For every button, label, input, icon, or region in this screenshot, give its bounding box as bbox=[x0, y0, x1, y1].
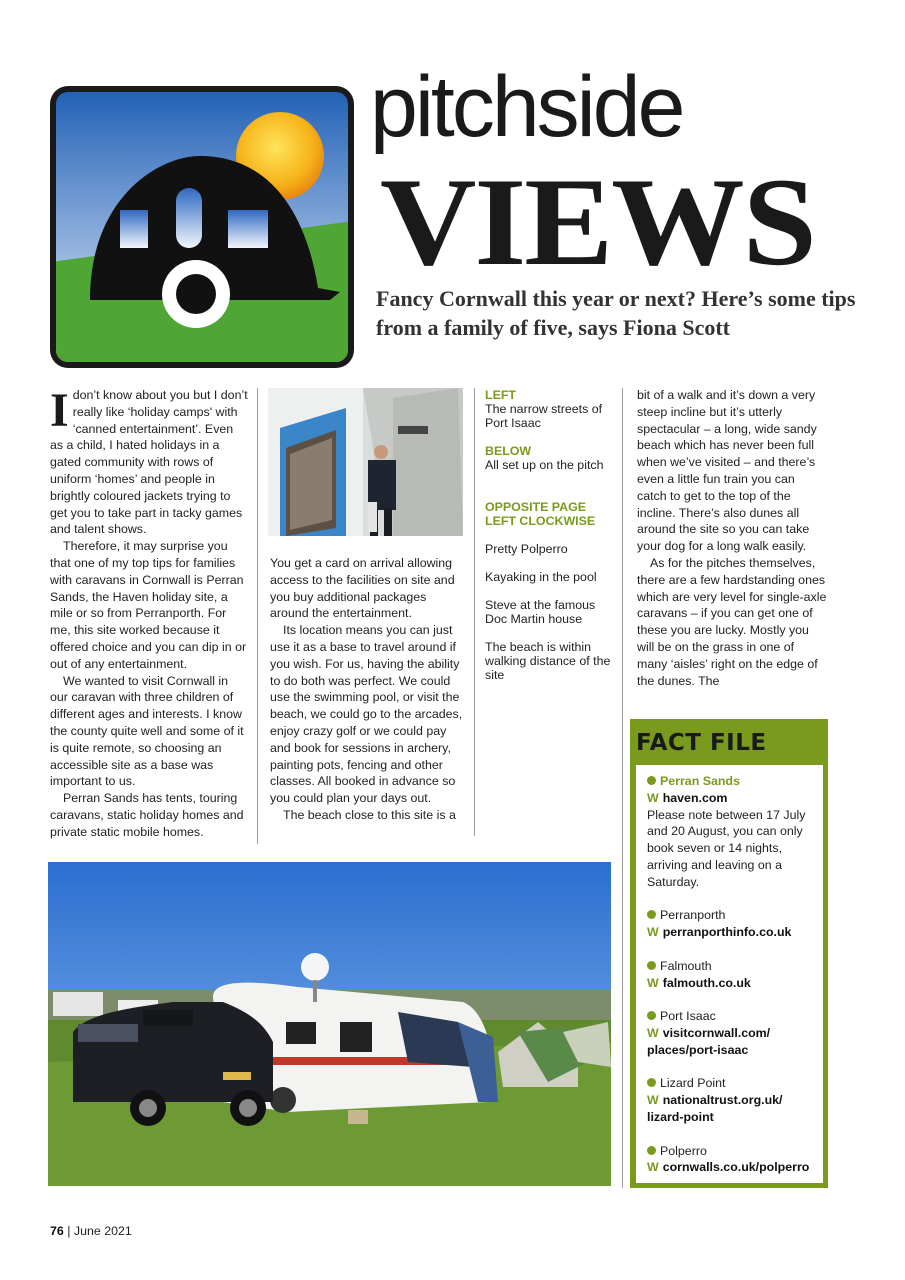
fact-entry-note: Please note between 17 July and 20 August, you can only book seven or 14 nights, arriving and leaving on a Saturday. bbox=[647, 807, 806, 889]
web-label: W bbox=[647, 790, 659, 805]
bullet-dot-icon bbox=[647, 910, 656, 919]
paragraph: Perran Sands has tents, touring caravans, static holiday homes and private static mobile homes. bbox=[50, 791, 244, 839]
paragraph: bit of a walk and it’s down a very steep incline but it’s utterly spectacular – a long, wide sandy beach which has never been full when we’ve visited – and there’s even a little fun train you can catch to get to the top of the incline. There’s also dunes all around the site so you can take your dog for a long walk easily. bbox=[637, 388, 817, 554]
fact-file-list bbox=[647, 773, 819, 1193]
paragraph: The beach close to this site is a bbox=[283, 807, 456, 822]
article-column-2 bbox=[270, 555, 463, 824]
headline-kicker: pitchside bbox=[370, 59, 683, 155]
drop-cap: I bbox=[50, 384, 69, 437]
paragraph: don’t know about you but I don’t really like ‘holiday camps' with ‘canned entertainment’. Even as a child, I hated holidays in a gated community with rows of uniform ‘homes’ and people in brightly coloured jackets trying to get you to take part in tacky games and talent shows. bbox=[50, 388, 248, 537]
fact-entry bbox=[647, 958, 819, 992]
web-label: W bbox=[647, 975, 659, 990]
page-folio bbox=[50, 1224, 132, 1238]
pitchside-logo bbox=[50, 86, 354, 368]
caption-text: The beach is within walking distance of the site bbox=[485, 640, 611, 682]
fact-entry-url[interactable]: nationaltrust.org.uk/ lizard-point bbox=[647, 1093, 783, 1124]
web-label: W bbox=[647, 1160, 659, 1175]
fact-entry-name: Perranporth bbox=[660, 908, 726, 923]
fact-entry-name: Perran Sands bbox=[660, 774, 740, 788]
caption-text: Kayaking in the pool bbox=[485, 570, 597, 584]
campsite-photo bbox=[48, 862, 611, 1186]
fact-entry-name: Lizard Point bbox=[660, 1076, 726, 1091]
caravan-logo-icon bbox=[50, 86, 354, 368]
headline: VIEWS bbox=[380, 153, 815, 292]
caption-text: Pretty Polperro bbox=[485, 542, 568, 556]
column-rule bbox=[622, 388, 623, 1188]
street-photo-icon bbox=[268, 388, 463, 536]
paragraph: As for the pitches themselves, there are a few hardstanding ones which are very level for single-axle caravans – if you can get one of these you are lucky. Mostly you will be on the grass in one of many ‘aisles’ right on the edge of the dunes. The bbox=[637, 555, 827, 688]
caption-heading: LEFT bbox=[485, 388, 516, 402]
captions-column bbox=[485, 388, 620, 682]
caption-text: Steve at the famous Doc Martin house bbox=[485, 598, 596, 626]
web-label: W bbox=[647, 1025, 659, 1040]
folio-separator: | bbox=[63, 1224, 74, 1238]
fact-entry bbox=[647, 1008, 819, 1058]
web-label: W bbox=[647, 925, 659, 940]
fact-entry bbox=[647, 1143, 819, 1177]
paragraph: We wanted to visit Cornwall in our caravan with three children of different ages and interests. I know the county quite well and some of it is quite remote, so choosing an accessible site as a base was important to us. bbox=[50, 673, 244, 789]
caravan-photo-icon bbox=[48, 862, 611, 1186]
article-column-4 bbox=[637, 387, 827, 689]
web-label: W bbox=[647, 1093, 659, 1108]
fact-entry bbox=[647, 907, 819, 941]
fact-file-title: FACT FILE bbox=[636, 730, 767, 756]
caption-text: All set up on the pitch bbox=[485, 458, 604, 472]
bullet-dot-icon bbox=[647, 1011, 656, 1020]
column-rule bbox=[474, 388, 475, 836]
caption-text: The narrow streets of Port Isaac bbox=[485, 402, 603, 430]
fact-entry-url[interactable]: falmouth.co.uk bbox=[662, 975, 751, 990]
paragraph: You get a card on arrival allowing access to the facilities on site and you buy additional packages around the entertainment. bbox=[270, 556, 455, 621]
column-rule bbox=[257, 388, 258, 844]
caption-heading: BELOW bbox=[485, 444, 532, 458]
bullet-dot-icon bbox=[647, 961, 656, 970]
bullet-dot-icon bbox=[647, 776, 656, 785]
fact-entry-url[interactable]: cornwalls.co.uk/polperro bbox=[662, 1160, 810, 1175]
fact-entry bbox=[647, 773, 819, 891]
fact-entry-url[interactable]: perranporthinfo.co.uk bbox=[662, 925, 792, 940]
bullet-dot-icon bbox=[647, 1146, 656, 1155]
paragraph: Its location means you can just use it as a base to travel around if you wish. For us, having the ability to do both was perfect. We could use the swimming pool, or visit the beach, we could go to the arcades, enjoy crazy golf or we could pay and book for sessions in archery, painting pots, fencing and other classes. All booked in advance so you could plan your days out. bbox=[270, 623, 463, 806]
article-column-1 bbox=[50, 384, 248, 841]
page-number: 76 bbox=[50, 1224, 64, 1238]
fact-entry-name: Port Isaac bbox=[660, 1009, 716, 1024]
fact-entry-name: Falmouth bbox=[660, 958, 712, 973]
paragraph: Therefore, it may surprise you that one of my top tips for families with caravans in Cornwall is Perran Sands, the Haven holiday site, a mile or so from Perranporth. For me, this site worked because it offered choice and you can dip in or out of any entertainment. bbox=[50, 539, 247, 671]
fact-entry-url[interactable]: haven.com bbox=[662, 790, 728, 805]
fact-entry bbox=[647, 1075, 819, 1125]
fact-entry-url[interactable]: visitcornwall.com/ places/port-isaac bbox=[647, 1025, 771, 1057]
fact-entry-name: Polperro bbox=[660, 1143, 707, 1158]
issue-date: June 2021 bbox=[73, 1224, 132, 1238]
bullet-dot-icon bbox=[647, 1078, 656, 1087]
caption-heading: OPPOSITE PAGE LEFT CLOCKWISE bbox=[485, 500, 596, 528]
standfirst: Fancy Cornwall this year or next? Here’s some tips from a family of five, says Fiona Scott bbox=[376, 286, 856, 340]
port-isaac-photo bbox=[268, 388, 463, 536]
